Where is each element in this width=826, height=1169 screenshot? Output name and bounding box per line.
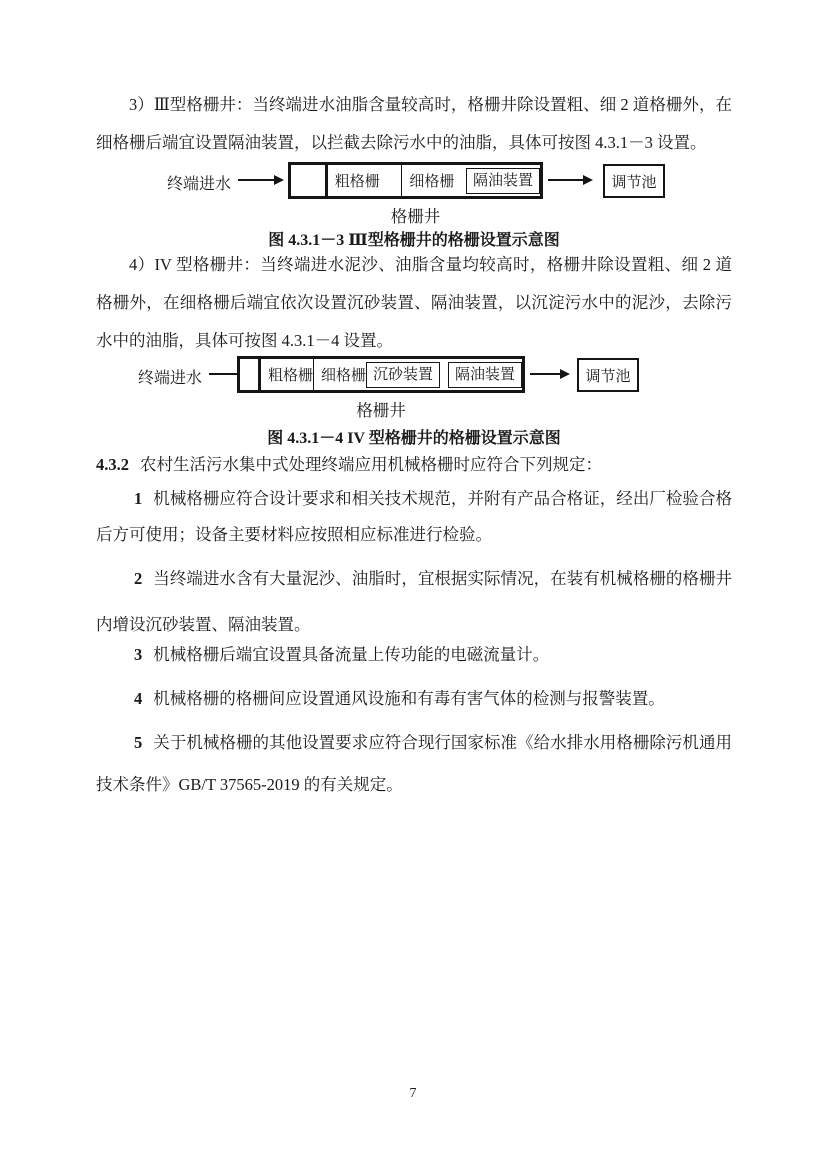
arrow-shaft xyxy=(238,179,274,181)
page-number: 7 xyxy=(409,1086,417,1101)
list-item xyxy=(96,556,732,648)
inflow-label: 终端进水 xyxy=(167,176,232,193)
regulating-tank-box: 调节池 xyxy=(603,164,665,198)
flow-arrow xyxy=(238,174,284,186)
item-text: 机械格栅的格栅间应设置通风设施和有毒有害气体的检测与报警装置。 xyxy=(153,689,665,708)
fine-screen-cell: 细格栅 xyxy=(409,174,455,190)
item-text: 当终端进水含有大量泥沙、油脂时，宜根据实际情况，在装有机械格栅的格栅井内增设沉砂装置、隔油装置。 xyxy=(96,569,732,634)
item-number: 3 xyxy=(134,645,143,664)
list-item xyxy=(96,481,732,553)
grate-well-label: 格栅井 xyxy=(356,401,406,420)
inlet-cell xyxy=(291,165,328,196)
coarse-screen-cell: 粗格栅 xyxy=(328,165,403,196)
arrow-shaft xyxy=(209,373,239,375)
arrow-shaft xyxy=(548,179,583,181)
section-text: 农村生活污水集中式处理终端应用机械格栅时应符合下列规定： xyxy=(140,455,602,474)
figure-caption-iv: 图 4.3.1－4 IV 型格栅井的格栅设置示意图 xyxy=(267,430,561,447)
arrow-shaft xyxy=(530,373,560,375)
list-item xyxy=(96,684,732,714)
item-number: 2 xyxy=(134,569,143,588)
flow-arrow xyxy=(530,368,570,380)
grate-well-box xyxy=(288,162,543,199)
item-text: 关于机械格栅的其他设置要求应符合现行国家标准《给水排水用格栅除污机通用技术条件》GB/T 37565-2019 的有关规定。 xyxy=(96,733,732,794)
arrow-head xyxy=(583,175,593,185)
inflow-label: 终端进水 xyxy=(138,370,203,387)
list-item xyxy=(96,640,732,670)
fine-screen-cell: 细格栅 xyxy=(320,368,366,384)
section-4-3-2 xyxy=(96,450,732,480)
grit-chamber-box: 沉砂装置 xyxy=(366,362,440,388)
arrow-head xyxy=(274,175,284,185)
item-text: 机械格栅应符合设计要求和相关技术规范，并附有产品合格证，经出厂检验合格后方可使用；设备主要材料应按照相应标准进行检验。 xyxy=(96,489,732,544)
grate-well-label: 格栅井 xyxy=(390,207,441,226)
figure-type-iii-diagram xyxy=(96,162,756,228)
flow-arrow xyxy=(548,174,593,186)
paragraph-type-iii: 3）Ⅲ型格栅井：当终端进水油脂含量较高时，格栅井除设置粗、细 2 道格栅外，在细格栅后端宜设置隔油装置，以拦截去除污水中的油脂，具体可按图 4.3.1－3 设置。 xyxy=(96,95,732,152)
inlet-cell xyxy=(240,359,261,390)
item-text: 机械格栅后端宜设置具备流量上传功能的电磁流量计。 xyxy=(153,645,550,664)
oil-separator-box: 隔油装置 xyxy=(448,362,522,388)
item-number: 1 xyxy=(134,489,143,508)
list-item xyxy=(96,722,732,806)
section-number: 4.3.2 xyxy=(96,455,129,474)
grate-well-box xyxy=(237,356,525,393)
regulating-tank-box: 调节池 xyxy=(577,358,639,392)
figure-caption-iii: 图 4.3.1－3 Ⅲ型格栅井的格栅设置示意图 xyxy=(268,232,560,249)
item-number: 5 xyxy=(134,733,143,752)
paragraph-type-iv: 4）IV 型格栅井：当终端进水泥沙、油脂含量均较高时，格栅井除设置粗、细 2 道格栅外，在细格栅后端宜依次设置沉砂装置、隔油装置，以沉淀污水中的泥沙，去除污水中的油脂，具体可按图 4.3.1－4 设置。 xyxy=(96,255,732,350)
oil-separator-box: 隔油装置 xyxy=(466,168,540,194)
coarse-screen-cell: 粗格栅 xyxy=(261,359,314,390)
arrow-head xyxy=(560,369,570,379)
item-number: 4 xyxy=(134,689,143,708)
figure-type-iv-diagram xyxy=(96,356,756,422)
